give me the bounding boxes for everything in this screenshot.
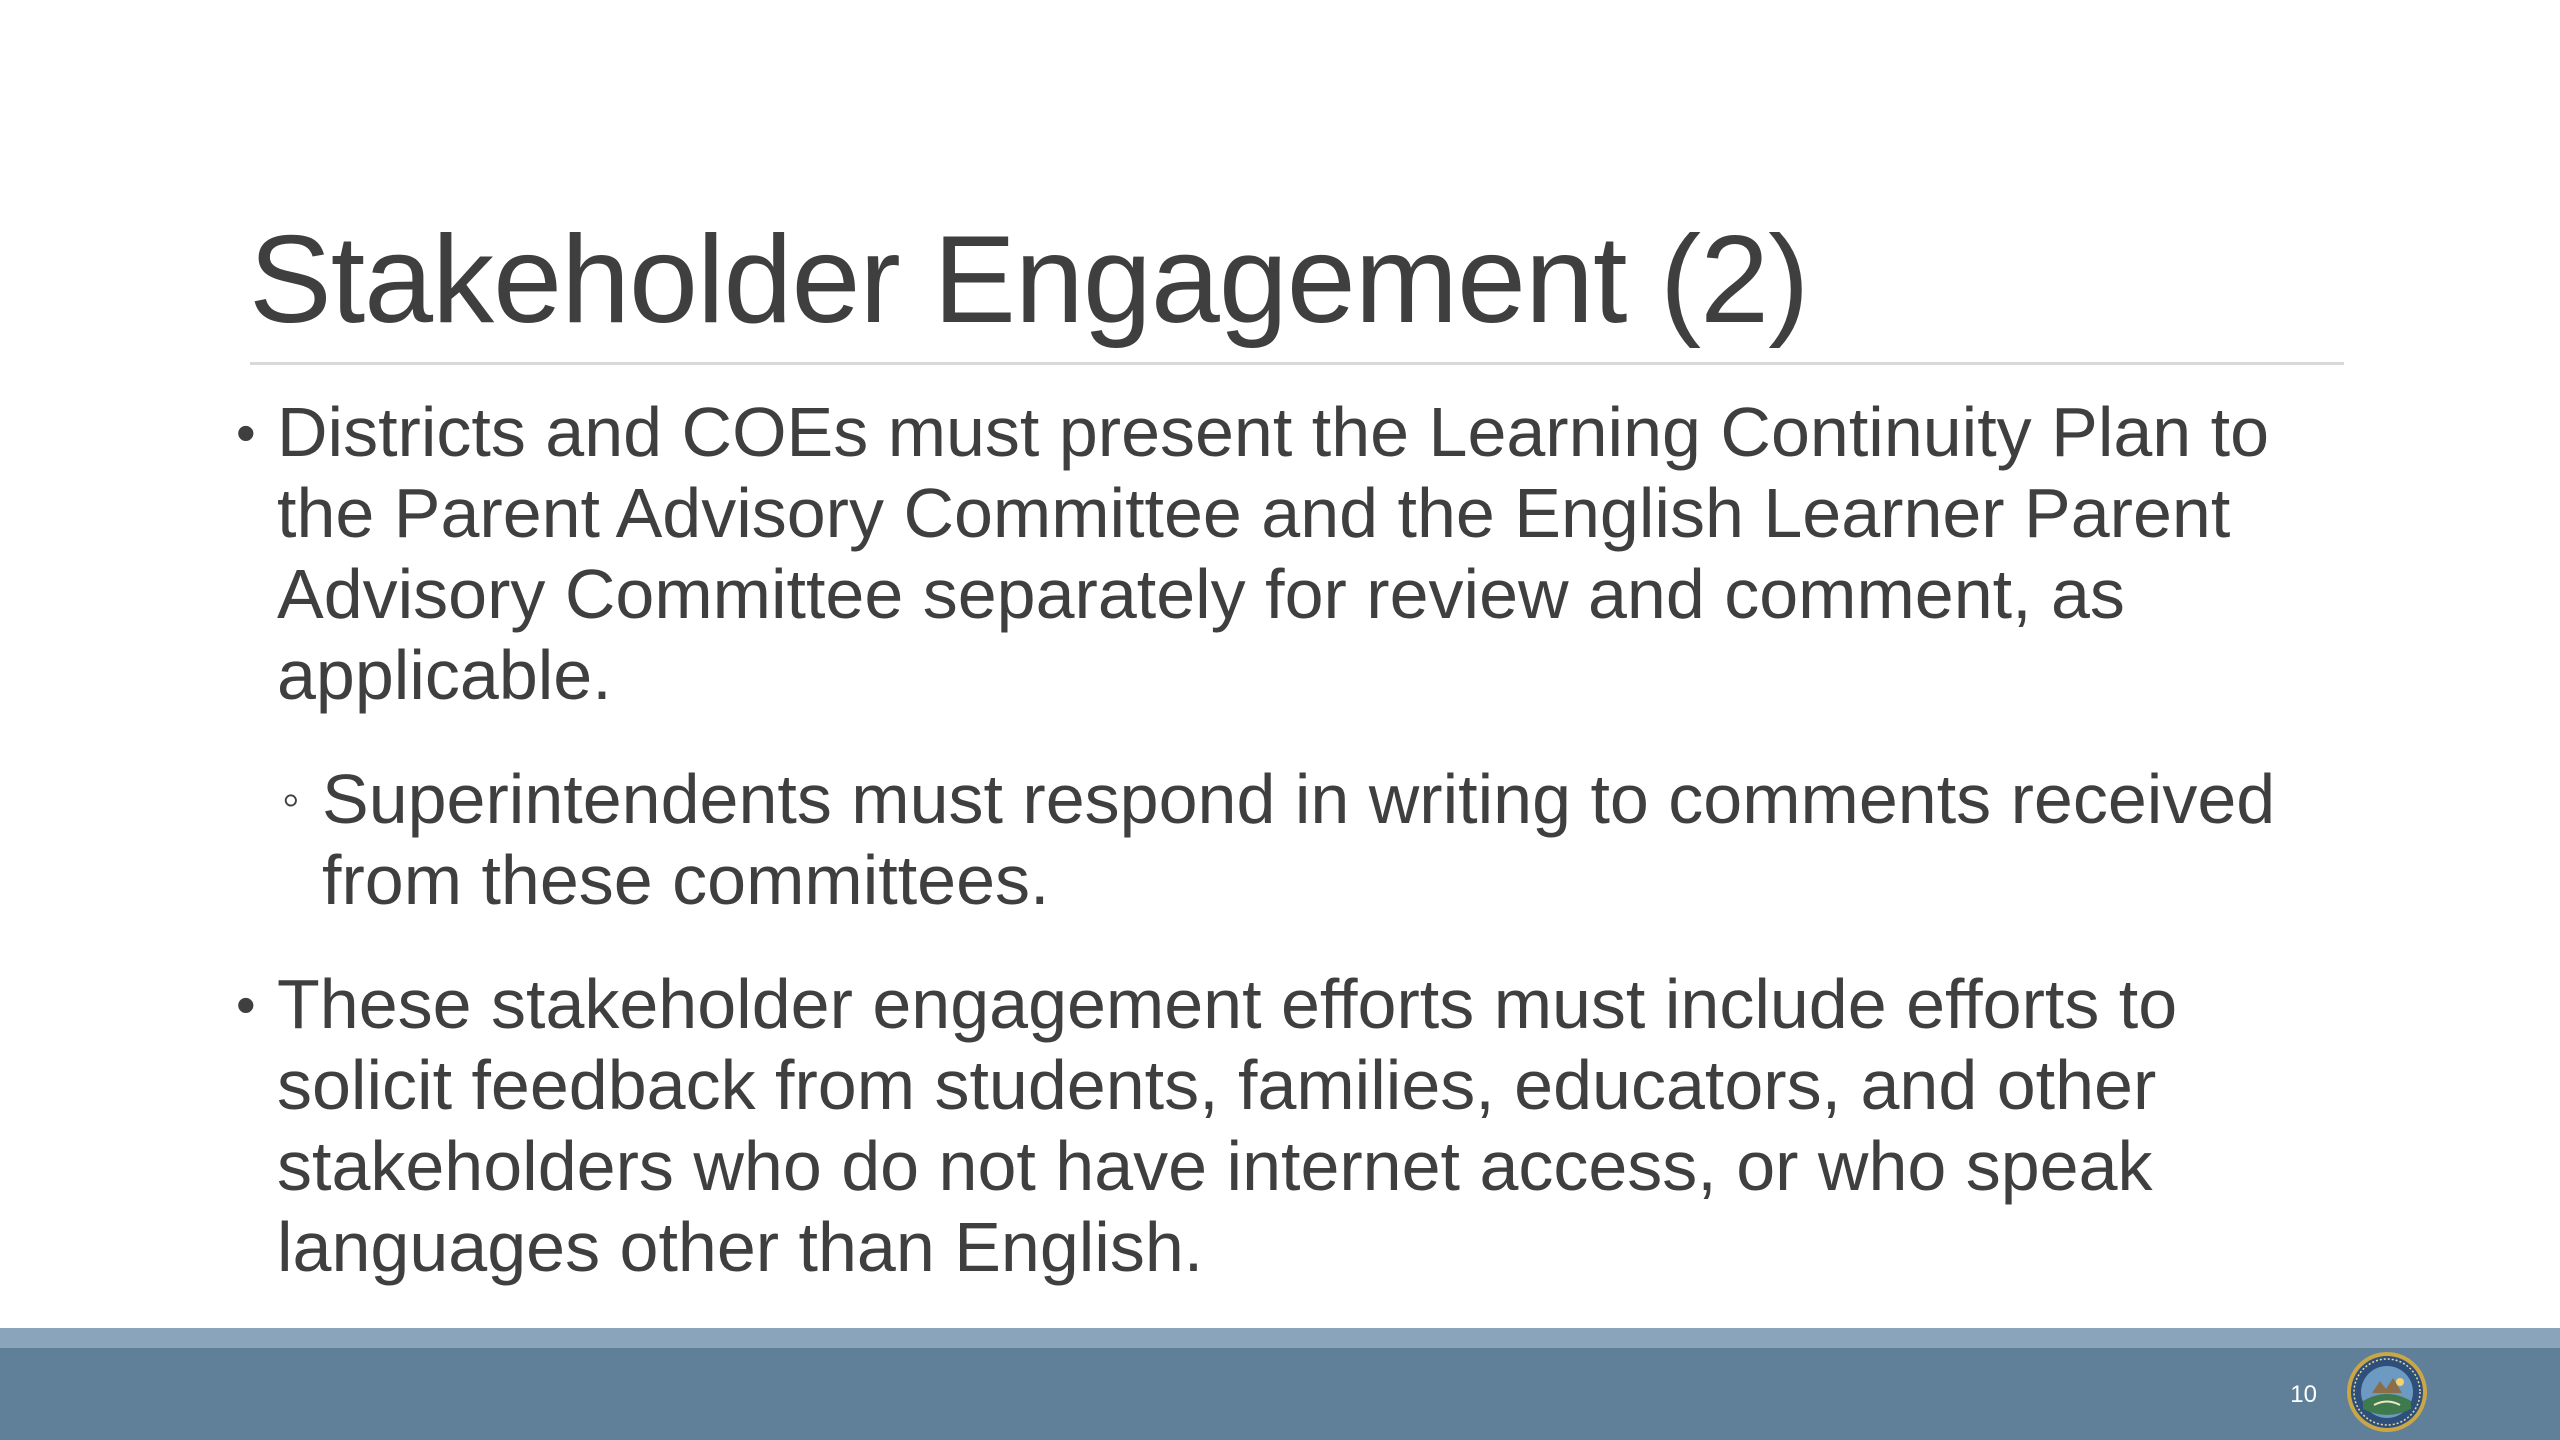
footer-bar [0,1348,2560,1440]
state-seal-icon [2346,1351,2428,1433]
slide-title: Stakeholder Engagement (2) [249,211,1809,349]
bullet-marker-icon: • [236,973,256,1036]
bullet-text: These stakeholder engagement efforts must include efforts to solicit feedback from students, families, educators, and other stakeholders who do not have internet access, or who speak languages other than English. [277,965,2178,1286]
title-divider [250,362,2344,365]
footer-highlight-band [0,1328,2560,1348]
bullet-item [232,392,2362,716]
slide-content [232,392,2362,1288]
sub-bullet-item [232,759,2362,921]
sub-bullet-text: Superintendents must respond in writing to comments received from these committees. [322,760,2276,919]
sub-bullet-marker-icon: ◦ [282,771,300,827]
bullet-text: Districts and COEs must present the Learning Continuity Plan to the Parent Advisory Committee and the English Learner Parent Advisory Committee separately for review and comment, as applicable. [277,393,2270,714]
bullet-item [232,964,2362,1288]
bullet-marker-icon: • [236,401,256,464]
page-number: 10 [2290,1381,2317,1408]
